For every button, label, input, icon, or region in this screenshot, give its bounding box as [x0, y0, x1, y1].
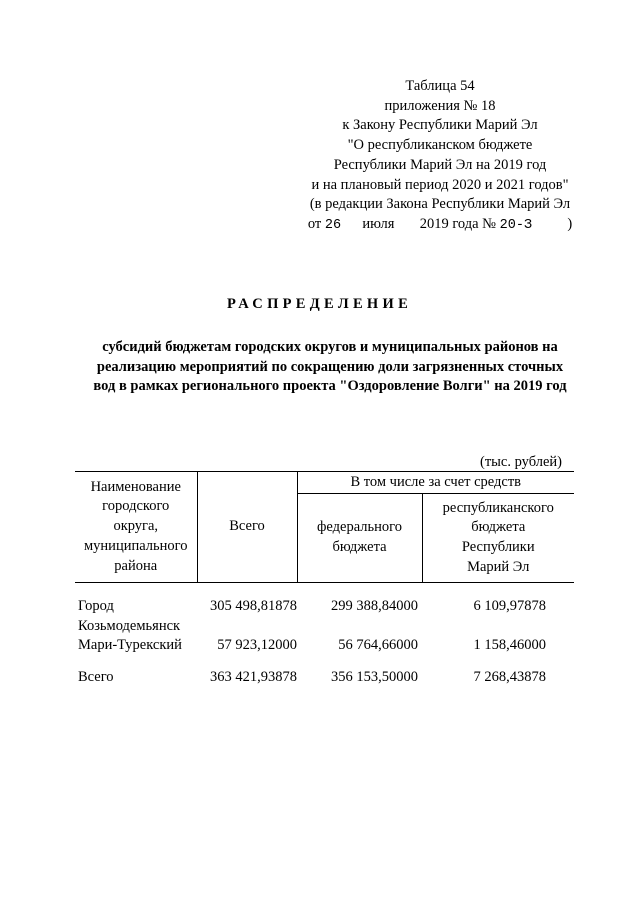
table-row [75, 636, 574, 656]
date-month: июля [362, 215, 395, 232]
subtitle-line: вод в рамках регионального проекта "Оздоровление Волги" на 2019 год [93, 378, 567, 394]
header-line: к Закону Республики Марий Эл [342, 117, 538, 134]
row-name-cell: Мари-Турекский [78, 637, 182, 654]
row-federal-cell: 299 388,84000 [331, 598, 418, 614]
date-year: 2019 года № [419, 215, 497, 232]
header-total-cell: Всего [197, 472, 297, 583]
row-republic-cell: 1 158,46000 [473, 637, 546, 654]
table-row-total [75, 656, 574, 688]
row-republic-cell: 7 268,43878 [473, 669, 546, 686]
subtitle-line: субсидий бюджетам городских округов и муниципальных районов на [102, 339, 558, 355]
header-name-cell: Наименование городского округа, муниципального района [75, 472, 197, 583]
header-group-cell: В том числе за счет средств [297, 472, 574, 494]
row-total-cell: 305 498,81878 [210, 598, 297, 614]
date-day: 26 [324, 217, 342, 233]
row-total-cell: 57 923,12000 [217, 637, 297, 654]
header-line: "О республиканском бюджете [347, 137, 533, 154]
document-subtitle [60, 338, 600, 397]
header-line: и на плановый период 2020 и 2021 годов" [311, 176, 569, 193]
date-prefix: от [307, 215, 322, 232]
table-row [75, 583, 574, 637]
document-title: РАСПРЕДЕЛЕНИЕ [226, 296, 413, 312]
row-name-cell: Всего [78, 669, 114, 686]
header-line: приложения № 18 [384, 97, 496, 114]
unit-label: (тыс. рублей) [480, 454, 562, 470]
header-date-line [290, 215, 590, 236]
header-line: Таблица 54 [405, 78, 475, 94]
header-republic-cell: республиканского бюджета Республики Марий Эл [422, 494, 574, 583]
header-line: (в редакции Закона Республики Марий Эл [309, 196, 571, 213]
row-republic-cell: 6 109,97878 [473, 598, 546, 614]
row-federal-cell: 56 764,66000 [338, 637, 418, 654]
row-name-cell: Город Козьмодемьянск [78, 598, 181, 634]
header-federal-cell: федерального бюджета [297, 494, 422, 583]
subtitle-line: реализацию мероприятий по сокращению доли загрязненных сточных [96, 358, 564, 375]
header-line: Республики Марий Эл на 2019 год [333, 156, 547, 173]
row-federal-cell: 356 153,50000 [331, 669, 418, 686]
law-number: 20-З [499, 217, 533, 233]
distribution-table [75, 471, 574, 688]
document-header [290, 77, 590, 236]
close-paren: ) [567, 215, 573, 232]
row-total-cell: 363 421,93878 [210, 669, 297, 686]
